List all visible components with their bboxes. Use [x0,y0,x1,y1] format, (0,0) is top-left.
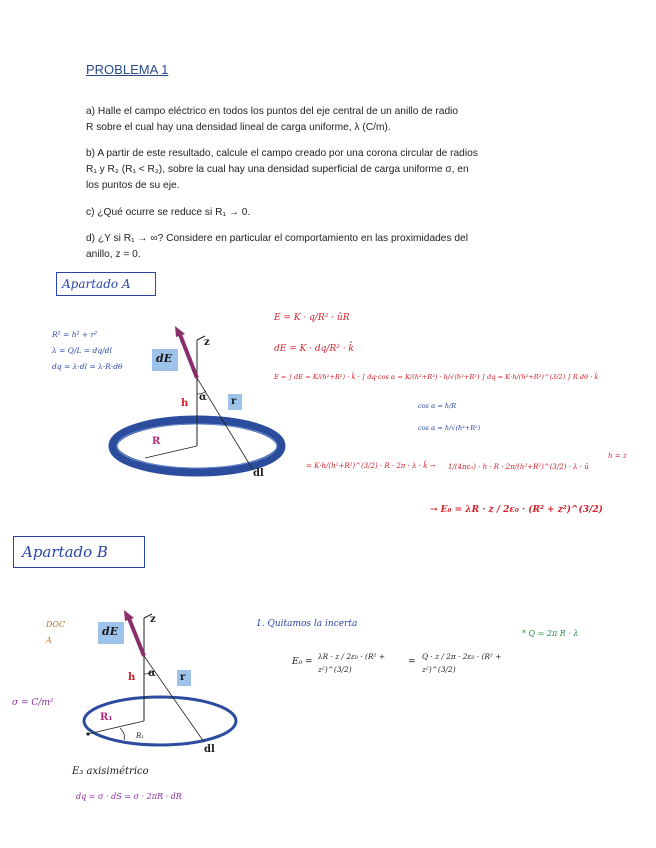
sigma-note: σ = C/m² [12,698,54,708]
h-label-a: h [181,398,189,409]
note-quitamos: 1. Quitamos la incerta [256,619,358,629]
statement-d [86,231,546,263]
statement-c-line1: c) ¿Qué ocurre se reduce si R₁ → 0. [86,207,251,218]
problem-title: PROBLEMA 1 [86,62,169,77]
r-label-a: r [231,396,237,407]
statement-d-line1: d) ¿Y si R₁ → ∞? Considere en particular el comportamiento en las proximidades del [86,233,468,244]
small-radius-label-b: R₁ [136,732,145,740]
note-q: * Q = 2π R · λ [522,629,579,638]
z-label-a: z [204,337,210,348]
formula-cos1: cos α = h/R [418,402,457,410]
formula-b-lhs: E₀ = [292,657,313,667]
formula-de-field: dE = K · dq/R² · k̂ [274,344,354,354]
formula-b-eq: = [408,657,416,667]
r-label-b: r [180,672,186,683]
note-lambda: λ = Q/L = dq/dl [52,346,112,355]
radius-line-a [145,446,197,458]
alpha-label-a: α [199,392,207,403]
tag-doc: DOC [46,620,66,629]
de-label-b: dE [102,625,119,638]
statement-c [86,205,546,221]
formula-result: → E₀ = λR · z / 2ε₀ · (R² + z²)^(3/2) [430,505,603,515]
formula-b-frac1: λR · z / 2ε₀ · (R² + z²)^(3/2) [318,652,386,674]
section-a-box [56,272,156,296]
tag-a: A [46,636,52,645]
ring-diagram-a [105,318,290,488]
statement-a [86,104,546,136]
de-arrow-a [179,332,197,378]
statement-d-line2: anillo, z = 0. [86,249,141,260]
formula-b-frac2: Q · z / 2π · 2ε₀ · (R² + z²)^(3/2) [422,652,502,674]
formula-h-eq-z: h = z [608,452,627,460]
dl-label-a: dl [253,468,264,479]
note-dq: dq = λ·dl = λ·R·dθ [52,362,123,371]
h-label-b: h [128,672,136,683]
statement-a-line1: a) Halle el campo eléctrico en todos los puntos del eje central de un anillo de radio [86,106,459,117]
de-arrow-b [128,616,144,656]
statement-b [86,146,546,194]
dq-note: dq = σ · dS = σ · 2πR · dR [76,792,182,801]
statement-a-line2: R sobre el cual hay una densidad lineal de carga uniforme, λ (C/m). [86,122,391,133]
statement-b-line2: R₁ y R₂ (R₁ < R₂), sobre la cual hay una densidad superficial de carga uniforme σ, en [86,164,469,175]
note-pythagoras: R² = h² + r² [52,330,98,339]
axisym-note: E₃ axisimétrico [72,766,149,777]
formula-step2: = K·h/(h²+R²)^(3/2) · R · 2π · λ · k̂ → [306,462,436,470]
section-b-heading: Apartado B [22,543,108,561]
radius-label-a: R [152,436,161,447]
section-b-box [13,536,145,568]
z-label-b: z [150,614,156,625]
radius-label-b: R₁ [100,712,113,723]
dl-label-b: dl [204,744,215,755]
formula-step2b: 1/(4πε₀) · h · R · 2π/(h²+R²)^(3/2) · λ · û [448,463,589,471]
formula-e-field: E = K · q/R² · ûR [274,313,350,323]
section-a-heading: Apartado A [62,277,131,291]
statement-b-line1: b) A partir de este resultado, calcule el campo creado por una corona circular de radios [86,148,478,159]
formula-cos2: cos α = h/√(h²+R²) [418,424,481,432]
alpha-label-b: α [148,668,156,679]
statement-b-line3: los puntos de su eje. [86,180,180,191]
formula-integral: E = ∫ dE = K/(h²+R²) · k̂ · ∫ dq·cos α = K/(h²+R²) · h/√(h²+R²) ∫ dq = K·h/(h²+R²)^(3/2) ∫ R dθ · k̂ [274,373,599,381]
de-label-a: dE [156,352,173,365]
